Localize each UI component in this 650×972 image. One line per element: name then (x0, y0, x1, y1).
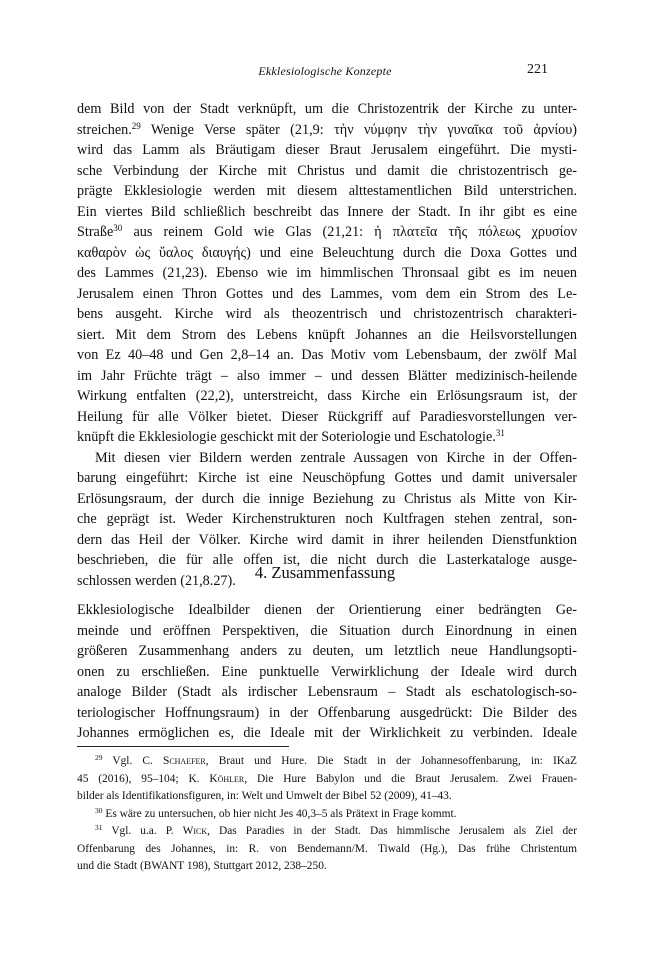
text-line: beschrieben, die für alle offen ist, die nicht durch die Lasterkataloge ausge- (77, 552, 577, 568)
running-title: Ekklesiologische Konzepte (258, 64, 392, 78)
text-line: teriologischer Hoffnungsraum) in der Offenbarung ausgedrückt: Die Bilder des (77, 704, 577, 721)
footnote-mark: 31 (95, 823, 103, 832)
text-line: barung eingeführt: Kirche ist eine Neuschöpfung Gottes und damit universaler (77, 470, 577, 486)
paragraph-1 (77, 99, 577, 591)
text-line: knüpft die Ekklesiologie geschickt mit der Soteriologie und Eschatologie.$^{31}$ (77, 428, 505, 445)
text-line: meinde und eröffnen Perspektiven, die Situation durch Einordnung in einen (77, 622, 577, 639)
text-line: dern das Heil der Völker. Kirche wird damit in ihrer heilenden Dienstfunktion (77, 531, 577, 548)
footnote-ref-31: 31 (495, 428, 505, 438)
text-line: καθαρὸν ὡς ὕαλος διαυγής) und eine Beleuchtung durch die Doxa Gottes und (77, 244, 577, 261)
text-line: größeren Zusammenhang anders zu deuten, um letztlich neue Handlungsopti- (77, 643, 577, 659)
text-line: schlossen werden (21,8.27). (77, 572, 236, 589)
page-number: 221 (527, 62, 548, 77)
text-line: streichen.$^{29}$ Wenige Verse später (21,9: τὴν νύμφην τὴν γυναῖκα τοῦ ἀρνίου) (77, 120, 577, 138)
text-line: Jerusalem einen Thron Gottes und des Lammes, vom dem ein Strom des Le- (77, 285, 577, 302)
text-line: prägte Ekklesiologie werden mit diesem alttestamentlichen Bild unterstrichen. (77, 183, 577, 199)
footnote-mark: 29 (95, 753, 103, 762)
footnote-ref-29: 29 (131, 120, 141, 131)
text-line: bens ausgeht. Kirche wird als theozentrisch und christozentrisch charakteri- (77, 306, 577, 322)
text-line: des Lammes (21,23). Ebenso wie im himmlischen Thronsaal gibt es im neuen (77, 265, 577, 281)
text-line: Erlösungsraum, der durch die innige Beziehung zu Christus als Mitte von Kir- (77, 490, 577, 507)
text-line: Johannes ermöglichen es, die Ideale mit der Wirklichkeit zu verbinden. Ideale (77, 725, 577, 741)
footnote-ref-30: 30 (113, 223, 123, 233)
footnote-line: bilder als Identifikationsfiguren, in: Welt und Umwelt der Bibel 52 (2009), 41–43. (77, 790, 452, 802)
text-line: onen zu erschließen. Eine punktuelle Verwirklichung der Ideale wird durch (77, 663, 577, 680)
text-line: sche Verbindung der Kirche mit Christus und damit die christozentrisch ge- (77, 162, 577, 179)
footnote-line: 45 (2016), 95–104; K. Köhler, Die Hure Babylon und die Braut Jerusalem. Zwei Frauen- (77, 772, 577, 785)
text-line: Straße$^{30}$ aus reinem Gold wie Glas (21,21: ἡ πλατεῖα τῆς πόλεως χρυσίον (77, 223, 577, 240)
text-line: siert. Mit dem Strom des Lebens knüpft Johannes an die Heilsvorstellungen (77, 326, 577, 343)
text-line: Wirkung entfalten (22,2), unterstreicht, dass Kirche ein Erlösungsraum ist, der (77, 388, 577, 404)
text-line: analoge Bilder (Stadt als irdischer Lebensraum – Stadt als eschatologisch-so- (77, 684, 577, 700)
text-line: Heilung für alle Völker bietet. Dieser Rückgriff auf Paradiesvorstellungen ver- (77, 408, 577, 425)
text-line: wird das Lamm als Bräutigam dieser Braut Jerusalem eingeführt. Die mysti- (77, 142, 577, 158)
paragraph-3 (77, 600, 577, 744)
footnote-29: $^{29}$ Vgl. C. Schaefer, Braut und Hure. Die Stadt in der Johannesoffenbarung, in: IKaZ (95, 753, 577, 767)
footnote-divider (77, 746, 289, 747)
text-line: im Jahr Früchte trägt – also immer – und dessen Blätter medizinisch-heilende (77, 367, 577, 384)
footnote-30: $^{30}$ Es wäre zu untersuchen, ob hier nicht Jes 40,3–5 als Prätext in Frage kommt. (95, 805, 457, 820)
text-line: che geprägt ist. Weder Kirchenstrukturen noch Kultfragen stehen zentral, son- (77, 511, 577, 527)
text-line: dem Bild von der Stadt verknüpft, um die Christozentrik der Kirche zu unter- (77, 101, 577, 117)
footnote-mark: 30 (95, 805, 103, 815)
footnote-line: Offenbarung des Johannes, in: R. von Bendemann/M. Tiwald (Hg.), Das frühe Christentum (77, 842, 577, 855)
text-line: Ein viertes Bild schließlich beschreibt das Innere der Stadt. In ihr gibt es eine (77, 203, 577, 220)
text-line: Mit diesen vier Bildern werden zentrale Aussagen von Kirche in der Offen- (95, 449, 577, 466)
text-line: von Ez 40–48 und Gen 2,8–14 an. Das Motiv vom Lebensbaum, der zwölf Mal (77, 347, 577, 363)
text-line: Ekklesiologische Idealbilder dienen der Orientierung einer bedrängten Ge- (77, 602, 577, 618)
footnotes (77, 753, 577, 876)
footnote-31: $^{31}$ Vgl. u.a. P. Wick, Das Paradies in der Stadt. Das himmlische Jerusalem als Ziel der (95, 823, 577, 837)
footnote-line: und die Stadt (BWANT 198), Stuttgart 2012, 238–250. (77, 860, 327, 872)
section-heading: 4. Zusammenfassung (254, 563, 396, 582)
